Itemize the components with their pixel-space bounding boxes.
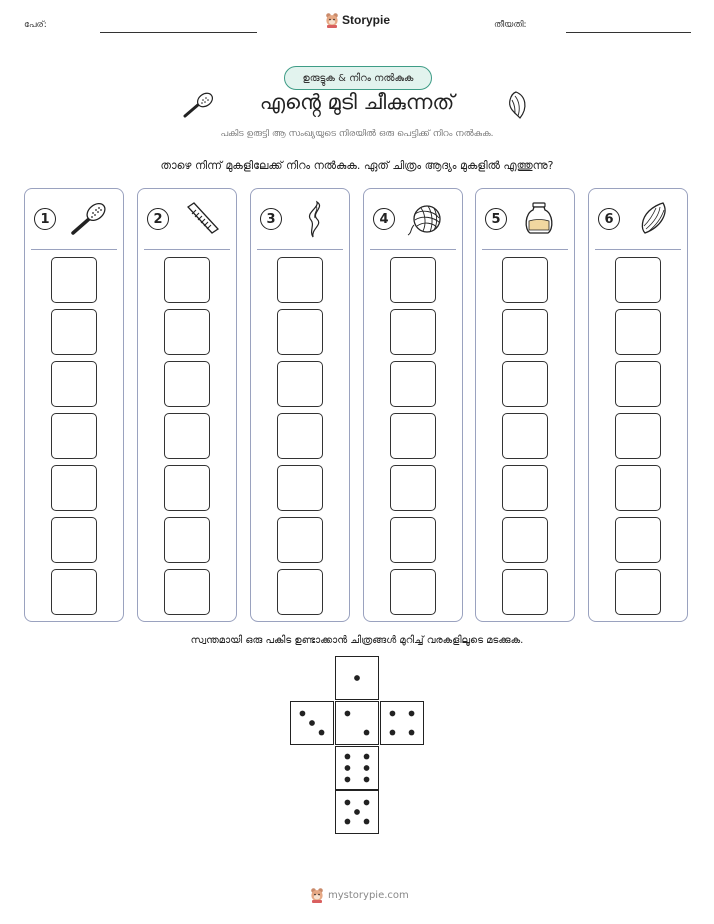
colour-box[interactable] xyxy=(615,309,661,355)
page-subtitle: പകിട ഉരുട്ടി ആ സംഖ്യയുടെ നിരയിൽ ഒരു പെട്ടിക്ക് നിറം നൽകുക. xyxy=(220,129,494,139)
die-face-2 xyxy=(335,701,379,745)
colour-box[interactable] xyxy=(390,257,436,303)
colour-box[interactable] xyxy=(502,569,548,615)
column-number: 4 xyxy=(373,208,395,230)
colour-box[interactable] xyxy=(51,517,97,563)
column-divider xyxy=(31,249,117,250)
column-2 xyxy=(137,188,237,622)
colour-box[interactable] xyxy=(51,413,97,459)
activity-tag: ഉരുട്ടുക & നിറം നൽകുക xyxy=(284,66,432,90)
colour-box[interactable] xyxy=(164,413,210,459)
name-label: പേര്: xyxy=(24,20,47,30)
footer-url[interactable]: mystorypie.com xyxy=(328,889,409,901)
colour-box[interactable] xyxy=(390,413,436,459)
colour-box[interactable] xyxy=(502,309,548,355)
colour-box[interactable] xyxy=(277,569,323,615)
comb-icon xyxy=(180,199,222,239)
column-number: 1 xyxy=(34,208,56,230)
colour-box[interactable] xyxy=(277,361,323,407)
hair-lock-icon xyxy=(502,90,530,120)
yarn-ball-icon xyxy=(406,199,448,239)
storypie-mascot-icon xyxy=(325,12,339,28)
hairbrush-icon xyxy=(67,199,109,239)
die-face-6 xyxy=(335,746,379,790)
colour-box[interactable] xyxy=(51,309,97,355)
footer xyxy=(310,887,409,903)
hair-lock-icon xyxy=(631,199,673,239)
colour-box[interactable] xyxy=(502,413,548,459)
colour-box[interactable] xyxy=(502,257,548,303)
column-4 xyxy=(363,188,463,622)
colour-box[interactable] xyxy=(390,517,436,563)
colour-box[interactable] xyxy=(277,257,323,303)
colour-box[interactable] xyxy=(164,569,210,615)
hair-strand-icon xyxy=(293,199,335,239)
colour-box[interactable] xyxy=(164,517,210,563)
column-5 xyxy=(475,188,575,622)
colour-box[interactable] xyxy=(277,517,323,563)
column-number: 2 xyxy=(147,208,169,230)
colour-box[interactable] xyxy=(164,257,210,303)
colour-box[interactable] xyxy=(164,465,210,511)
colour-box[interactable] xyxy=(51,361,97,407)
colour-box[interactable] xyxy=(51,257,97,303)
column-number: 6 xyxy=(598,208,620,230)
die-face-3 xyxy=(290,701,334,745)
name-line[interactable] xyxy=(100,32,257,33)
brand-name: Storypie xyxy=(342,13,391,27)
instruction-text: താഴെ നിന്ന് മുകളിലേക്ക് നിറം നൽകുക. ഏത് ചിത്രം ആദ്യം മുകളിൽ എത്തുന്നു? xyxy=(160,159,554,172)
colour-box[interactable] xyxy=(390,309,436,355)
colour-box[interactable] xyxy=(164,309,210,355)
colour-box[interactable] xyxy=(502,465,548,511)
column-number: 3 xyxy=(260,208,282,230)
colour-box[interactable] xyxy=(390,569,436,615)
column-number: 5 xyxy=(485,208,507,230)
column-3 xyxy=(250,188,350,622)
date-line[interactable] xyxy=(566,32,691,33)
colour-box[interactable] xyxy=(615,361,661,407)
colour-box[interactable] xyxy=(615,465,661,511)
die-face-5 xyxy=(335,790,379,834)
column-1 xyxy=(24,188,124,622)
colour-box[interactable] xyxy=(277,413,323,459)
colour-box[interactable] xyxy=(502,361,548,407)
die-face-1 xyxy=(335,656,379,700)
storypie-mascot-icon xyxy=(310,887,324,903)
dice-net xyxy=(290,656,424,834)
column-divider xyxy=(482,249,568,250)
column-divider xyxy=(257,249,343,250)
brand-logo xyxy=(325,12,390,28)
colour-box[interactable] xyxy=(390,361,436,407)
colour-box[interactable] xyxy=(277,309,323,355)
date-label: തീയതി: xyxy=(494,20,527,30)
colour-box[interactable] xyxy=(164,361,210,407)
column-6 xyxy=(588,188,688,622)
colour-box[interactable] xyxy=(615,517,661,563)
column-divider xyxy=(144,249,230,250)
colour-box[interactable] xyxy=(390,465,436,511)
die-face-4 xyxy=(380,701,424,745)
dice-net-instruction: സ്വന്തമായി ഒരു പകിട ഉണ്ടാക്കാൻ ചിത്രങ്ങൾ മുറിച്ച് വരകളിലൂടെ മടക്കുക. xyxy=(190,635,524,646)
colour-box[interactable] xyxy=(51,465,97,511)
colour-box[interactable] xyxy=(277,465,323,511)
page-title: എൻ്റെ മുടി ചീകുന്നത് xyxy=(259,90,455,114)
colour-box[interactable] xyxy=(51,569,97,615)
colour-box[interactable] xyxy=(615,257,661,303)
colour-box[interactable] xyxy=(615,413,661,459)
column-divider xyxy=(370,249,456,250)
oil-jar-icon xyxy=(518,199,560,239)
colour-box[interactable] xyxy=(615,569,661,615)
colour-box[interactable] xyxy=(502,517,548,563)
column-divider xyxy=(595,249,681,250)
